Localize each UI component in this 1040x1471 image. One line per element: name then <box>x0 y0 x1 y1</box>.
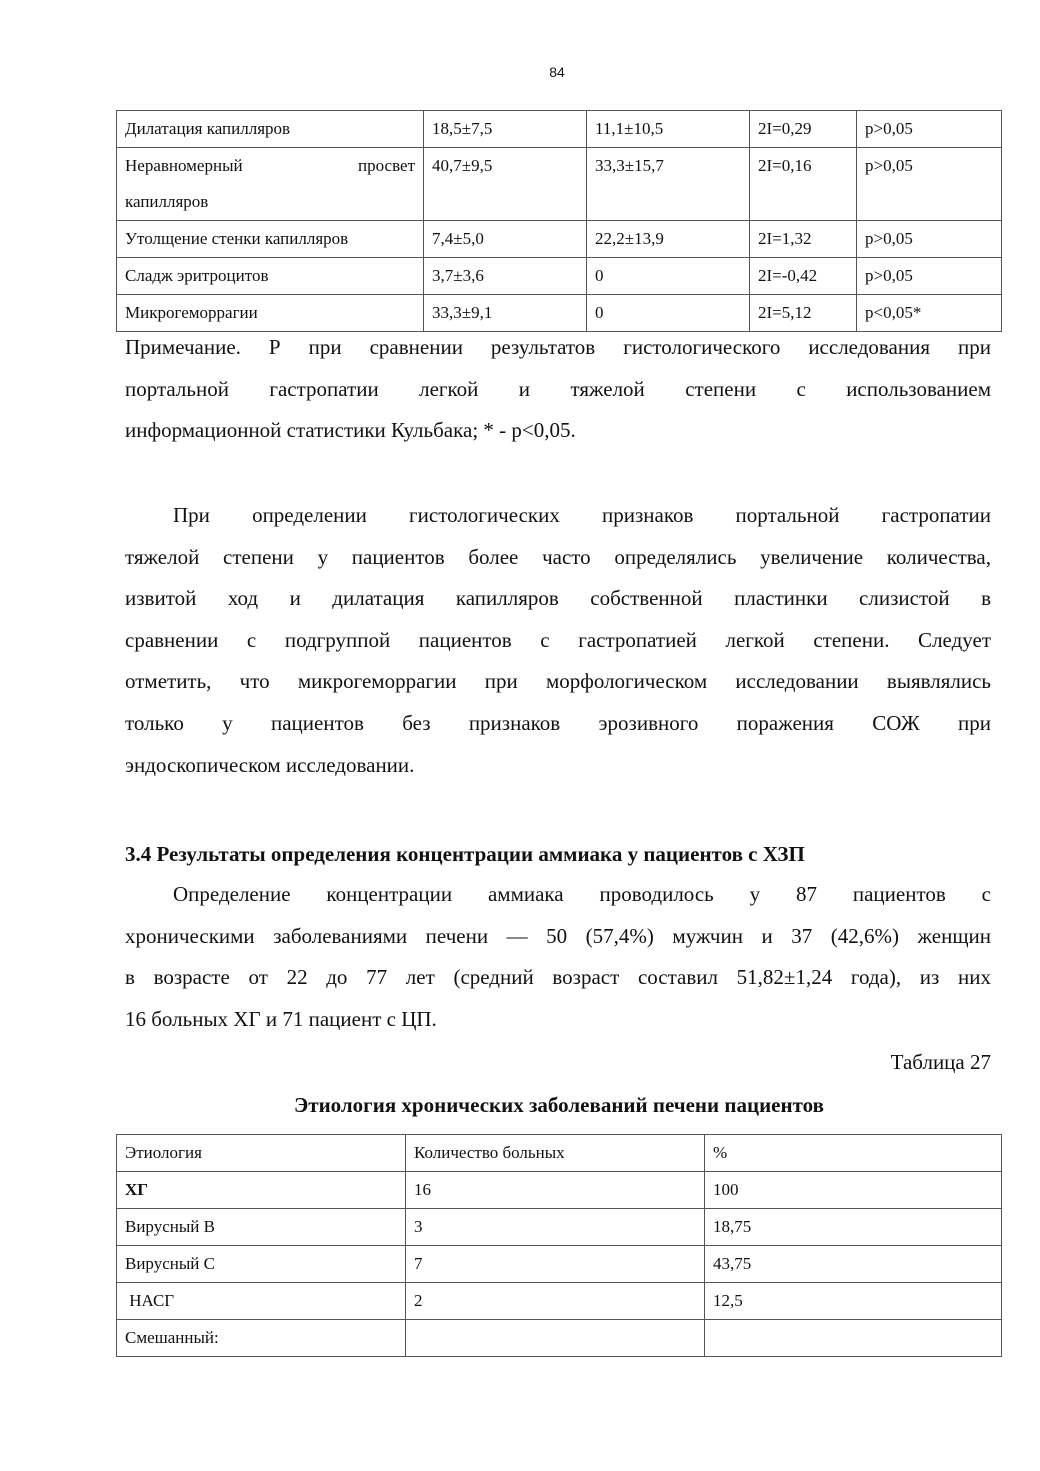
table-cell: 12,5 <box>705 1283 1002 1320</box>
text-line: Примечание. Р при сравнении результатов гистологического исследования при <box>125 335 991 359</box>
table-cell: p<0,05* <box>857 295 1002 332</box>
text-line: хроническими заболеваниями печени — 50 (57,4%) мужчин и 37 (42,6%) женщин <box>125 923 991 948</box>
table-row <box>117 1320 1002 1357</box>
text-line: информационной статистики Кульбака; * - p<0,05. <box>125 418 576 443</box>
table-cell: Вирусный С <box>117 1246 406 1283</box>
table-cell: Дилатация капилляров <box>117 111 424 148</box>
text-line: портальной гастропатии легкой и тяжелой степени с использованием <box>125 376 991 401</box>
cell-line <box>125 148 415 184</box>
table-cell: 100 <box>705 1172 1002 1209</box>
paragraph-ammonia <box>125 874 991 1040</box>
table-title: Этиология хронических заболеваний печени пациентов <box>294 1093 824 1117</box>
table-cell: p>0,05 <box>857 221 1002 258</box>
table-row <box>117 221 1002 258</box>
table-note <box>125 327 991 452</box>
table-cell: 7 <box>406 1246 705 1283</box>
table-cell: НАСГ <box>117 1283 406 1320</box>
text-line: эндоскопическом исследовании. <box>125 752 415 777</box>
table-cell: 22,2±13,9 <box>587 221 750 258</box>
table-cell: 2I=5,12 <box>750 295 857 332</box>
table-cell: 0 <box>587 295 750 332</box>
table-cell <box>705 1320 1002 1357</box>
etiology-table <box>116 1134 1002 1357</box>
table-cell: 33,3±9,1 <box>424 295 587 332</box>
table-row <box>117 111 1002 148</box>
text-line: только у пациентов без признаков эрозивного поражения СОЖ при <box>125 710 991 735</box>
text-line: извитой ход и дилатация капилляров собственной пластинки слизистой в <box>125 586 991 611</box>
table-cell: 11,1±10,5 <box>587 111 750 148</box>
text-line: 16 больных ХГ и 71 пациент с ЦП. <box>125 1006 437 1031</box>
table-cell: Смешанный: <box>117 1320 406 1357</box>
table-cell: 33,3±15,7 <box>587 148 750 221</box>
table-row <box>117 1172 1002 1209</box>
column-header: Этиология <box>117 1135 406 1172</box>
table-number: Таблица 27 <box>890 1050 991 1074</box>
column-header: Количество больных <box>406 1135 705 1172</box>
section-heading: 3.4 Результаты определения концентрации аммиака у пациентов с ХЗП <box>125 842 805 866</box>
table-cell: 18,75 <box>705 1209 1002 1246</box>
table-cell: 40,7±9,5 <box>424 148 587 221</box>
table-cell: 7,4±5,0 <box>424 221 587 258</box>
table-cell: 2I=0,16 <box>750 148 857 221</box>
table-cell: 3,7±3,6 <box>424 258 587 295</box>
table-cell: 2I=1,32 <box>750 221 857 258</box>
page-number: 84 <box>549 64 565 80</box>
table-cell: 16 <box>406 1172 705 1209</box>
table-cell: Микрогеморрагии <box>117 295 424 332</box>
table-cell: p>0,05 <box>857 111 1002 148</box>
table-cell: 43,75 <box>705 1246 1002 1283</box>
cell-line: капилляров <box>125 192 209 211</box>
table-row <box>117 1209 1002 1246</box>
text-line: сравнении с подгруппой пациентов с гастропатией легкой степени. Следует <box>125 627 991 652</box>
table-cell: 0 <box>587 258 750 295</box>
table-cell: Сладж эритроцитов <box>117 258 424 295</box>
table-row <box>117 295 1002 332</box>
table-cell: p>0,05 <box>857 148 1002 221</box>
text-line: Определение концентрации аммиака проводилось у 87 пациентов с <box>173 882 991 906</box>
table-cell: 2 <box>406 1283 705 1320</box>
table-row <box>117 148 1002 221</box>
cell-word: просвет <box>358 156 415 175</box>
column-header: % <box>705 1135 1002 1172</box>
paragraph-histology <box>125 495 991 786</box>
text-line: При определении гистологических признаков портальной гастропатии <box>173 503 991 527</box>
text-line: тяжелой степени у пациентов более часто определялись увеличение количества, <box>125 544 991 569</box>
table-header-row <box>117 1135 1002 1172</box>
text-line: отметить, что микрогеморрагии при морфологическом исследовании выявлялись <box>125 669 991 694</box>
table-row <box>117 258 1002 295</box>
text-line: в возрасте от 22 до 77 лет (средний возраст составил 51,82±1,24 года), из них <box>125 965 991 990</box>
table-row <box>117 1246 1002 1283</box>
table-cell: Вирусный В <box>117 1209 406 1246</box>
table-row <box>117 1283 1002 1320</box>
table-cell: 3 <box>406 1209 705 1246</box>
table-cell: 2I=0,29 <box>750 111 857 148</box>
cell-word: Неравномерный <box>125 156 243 175</box>
histology-table <box>116 110 1002 332</box>
table-cell: 2I=-0,42 <box>750 258 857 295</box>
table-cell: ХГ <box>117 1172 406 1209</box>
table-cell: p>0,05 <box>857 258 1002 295</box>
table-cell <box>117 148 424 221</box>
table-cell <box>406 1320 705 1357</box>
table-cell: Утолщение стенки капилляров <box>117 221 424 258</box>
table-cell: 18,5±7,5 <box>424 111 587 148</box>
